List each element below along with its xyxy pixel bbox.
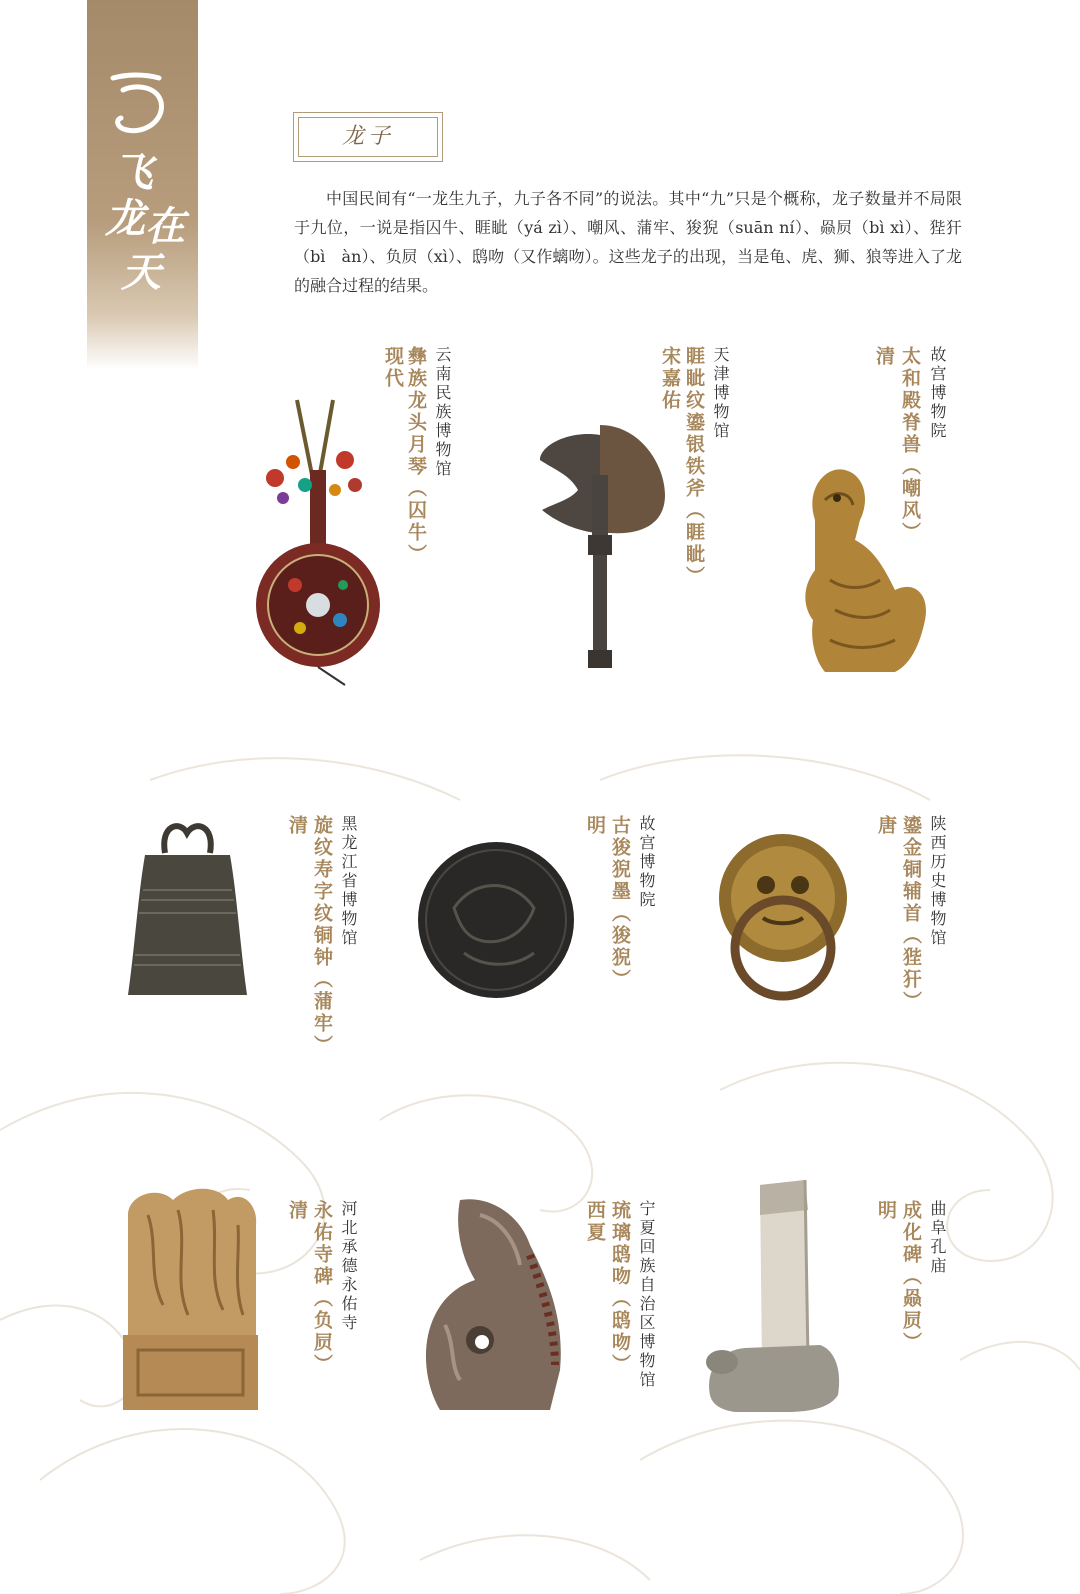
bronze-bell-icon [125,815,250,1005]
turtle-stele-icon [700,1180,845,1415]
artifact-period: 西夏 [584,1200,606,1244]
artifact-museum: 河北承德永佑寺 [339,1200,358,1333]
banner-char: 飞 [113,149,153,196]
artifact-name: 鎏金铜辅首（狴犴） [900,815,922,1013]
door-knocker-icon [708,830,858,1010]
artifact-period: 清 [286,815,308,837]
chapter-title [105,150,185,296]
chiwen-icon [420,1195,570,1415]
artifact-name: 成化碑（赑屃） [900,1200,922,1354]
artifact-period: 清 [286,1200,308,1222]
artifact-name: 太和殿脊兽（嘲风） [899,346,921,544]
yueqin-lute-icon [255,390,385,690]
artifact-name: 彝族龙头月琴（囚牛） [405,346,427,566]
section-heading [293,112,443,162]
stele-top-icon [118,1185,263,1415]
artifact-museum: 曲阜孔庙 [928,1200,947,1276]
artifact-museum: 天津博物馆 [711,346,730,441]
artifact-period: 清 [873,346,895,368]
artifact-museum: 故宫博物院 [928,346,947,441]
artifact-museum: 陕西历史博物馆 [928,815,947,948]
artifact-name: 古狻猊墨（狻猊） [609,815,631,991]
artifact-period: 宋嘉佑 [659,346,681,412]
ridge-beast-icon [785,460,940,680]
artifact-period: 唐 [875,815,897,837]
artifact-museum: 宁夏回族自治区博物馆 [637,1200,656,1390]
artifact-period: 现代 [382,346,404,390]
artifact-period: 明 [875,1200,897,1222]
banner-char: 天 [121,249,161,296]
artifact-name: 永佑寺碑（负屃） [311,1200,333,1376]
artifact-museum: 黑龙江省博物馆 [339,815,358,948]
axe-icon [530,415,670,675]
artifact-name: 琉璃鸱吻（鸱吻） [609,1200,631,1376]
artifact-period: 明 [584,815,606,837]
artifact-museum: 故宫博物院 [637,815,656,910]
artifact-museum: 云南民族博物馆 [433,346,452,479]
banner-char: 龙 [105,195,145,242]
ink-cake-icon [414,838,579,1003]
chapter-number-icon [87,0,198,150]
intro-paragraph: 中国民间有“一龙生九子，九子各不同”的说法。其中“九”只是个概称，龙子数量并不局限于九位，一说是指囚牛、睚眦（yá zì）、嘲风、蒲牢、狻猊（suān ní）、赑屃（bì xì）、狴犴（bì àn）、负屃（xì）、鸱吻（又作螭吻）。这些龙子的出现，当是龟、虎、狮、狼等进入了龙的融合过程的结果。 [294,189,962,295]
section-title: 龙子 [341,124,394,149]
artifact-name: 睚眦纹鎏银铁斧（睚眦） [683,346,705,588]
artifact-name: 旋纹寿字纹铜钟（蒲牢） [311,815,333,1057]
chapter-banner [87,0,198,370]
banner-char: 在 [145,203,185,250]
